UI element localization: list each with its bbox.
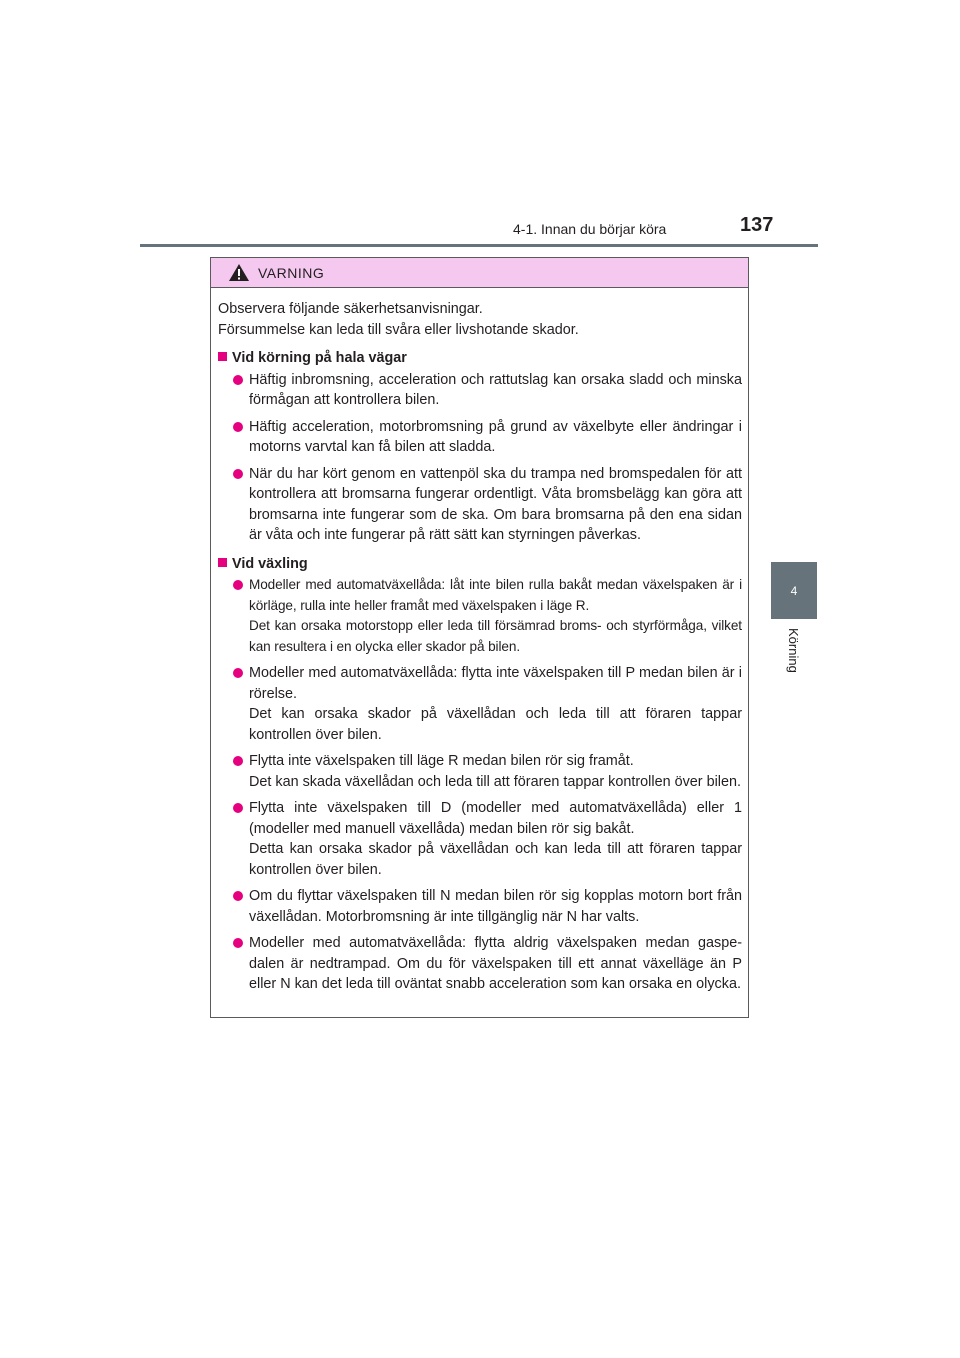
warning-triangle-icon [228, 263, 250, 282]
bullet-dot-icon [233, 756, 243, 766]
bullet-text [249, 370, 742, 411]
bullet-line: Det kan orsaka motorstopp eller leda till försämrad broms- och styrförmåga, vilket kan resultera i en olycka eller skador på bilen. [249, 618, 742, 654]
bullet-item [218, 464, 742, 546]
warning-box [210, 257, 749, 1018]
warning-body [211, 288, 748, 995]
section-title: Vid växling [232, 555, 308, 572]
bullet-dot-icon [233, 469, 243, 479]
intro-line: Försummelse kan leda till svåra eller livshotande skador. [218, 321, 579, 338]
bullet-dot-icon [233, 375, 243, 385]
bullet-line: Detta kan orsaka skador på växellådan och kan leda till att föraren tappar kontrollen över bilen. [249, 841, 742, 878]
bullet-line: Modeller med automatväxellåda: flytta inte växelspaken till P medan bilen är i rörelse. [249, 665, 742, 702]
bullet-line: Häftig acceleration, motorbromsning på grund av växelbyte eller ändringar i motorns varvtal kan få bilen att sladda. [249, 418, 742, 455]
bullet-line: Flytta inte växelspaken till läge R medan bilen rör sig framåt. [249, 753, 634, 769]
square-bullet-icon [218, 352, 227, 361]
bullet-dot-icon [233, 891, 243, 901]
chapter-label: Körning [786, 628, 801, 673]
bullet-text [249, 751, 742, 792]
bullet-item [218, 575, 742, 657]
warning-intro [218, 299, 742, 340]
bullet-item [218, 933, 742, 995]
bullet-item [218, 886, 742, 927]
bullet-dot-icon [233, 668, 243, 678]
page-number: 137 [740, 214, 774, 236]
bullet-item [218, 417, 742, 458]
bullet-item [218, 663, 742, 745]
bullet-line: Det kan skada växellådan och leda till att föraren tappar kontrollen över bilen. [249, 773, 741, 790]
bullet-text [249, 663, 742, 745]
bullet-line: Modeller med automatväxellåda: flytta aldrig växelspaken medan gaspe- dalen är nedtrampad. Om du för växelspaken till ett annat växelläge än P eller N kan det leda till oväntat snabb acceleration som kan orsaka en olycka. [249, 935, 742, 992]
section-title: Vid körning på hala vägar [232, 350, 407, 366]
bullet-line: Modeller med automatväxellåda: låt inte bilen rulla bakåt medan växelspaken är i körläge, rulla inte heller framåt med växelspaken i läge R. [249, 577, 742, 613]
bullet-line: Det kan orsaka skador på växellådan och leda till att föraren tappar kontrollen över bilen. [249, 706, 742, 743]
warning-title: VARNING [258, 264, 325, 281]
bullet-item [218, 370, 742, 411]
bullet-line: Om du flyttar växelspaken till N medan bilen rör sig kopplas motorn bort från växellådan. Motorbromsning är inte tillgänglig när N har valts. [249, 888, 742, 925]
header-rule [140, 244, 818, 247]
section-heading [218, 348, 742, 369]
section-heading [218, 554, 742, 575]
intro-line: Observera följande säkerhetsanvisningar. [218, 301, 483, 317]
bullet-dot-icon [233, 580, 243, 590]
header-section-title: 4-1. Innan du börjar köra [513, 221, 667, 237]
bullet-item [218, 798, 742, 880]
bullet-dot-icon [233, 422, 243, 432]
bullet-text [249, 464, 742, 546]
bullet-dot-icon [233, 938, 243, 948]
bullet-text [249, 575, 742, 657]
bullet-item [218, 751, 742, 792]
bullet-dot-icon [233, 803, 243, 813]
bullet-text [249, 886, 742, 927]
bullet-text [249, 798, 742, 880]
chapter-number: 4 [790, 583, 798, 598]
bullet-line: När du har kört genom en vattenpöl ska du trampa ned bromspedalen för att kontrollera att bromsarna fungerar ordentligt. Våta bromsbelägg kan göra att bromsarna inte fungerar som de ska. Om bara bromsarna på den ena sidan är våta och inte fungerar på rätt sätt kan styrningen påverkas. [249, 465, 742, 543]
bullet-line: Häftig inbromsning, acceleration och rattutslag kan orsaka sladd och minska förmågan att kontrollera bilen. [249, 371, 742, 408]
chapter-tab [771, 562, 817, 619]
warning-header [211, 258, 748, 288]
bullet-text [249, 417, 742, 458]
bullet-line: Flytta inte växelspaken till D (modeller med automatväxellåda) eller 1 (modeller med manuell växellåda) medan bilen rör sig bakåt. [249, 800, 742, 837]
square-bullet-icon [218, 558, 227, 567]
bullet-text [249, 933, 742, 995]
